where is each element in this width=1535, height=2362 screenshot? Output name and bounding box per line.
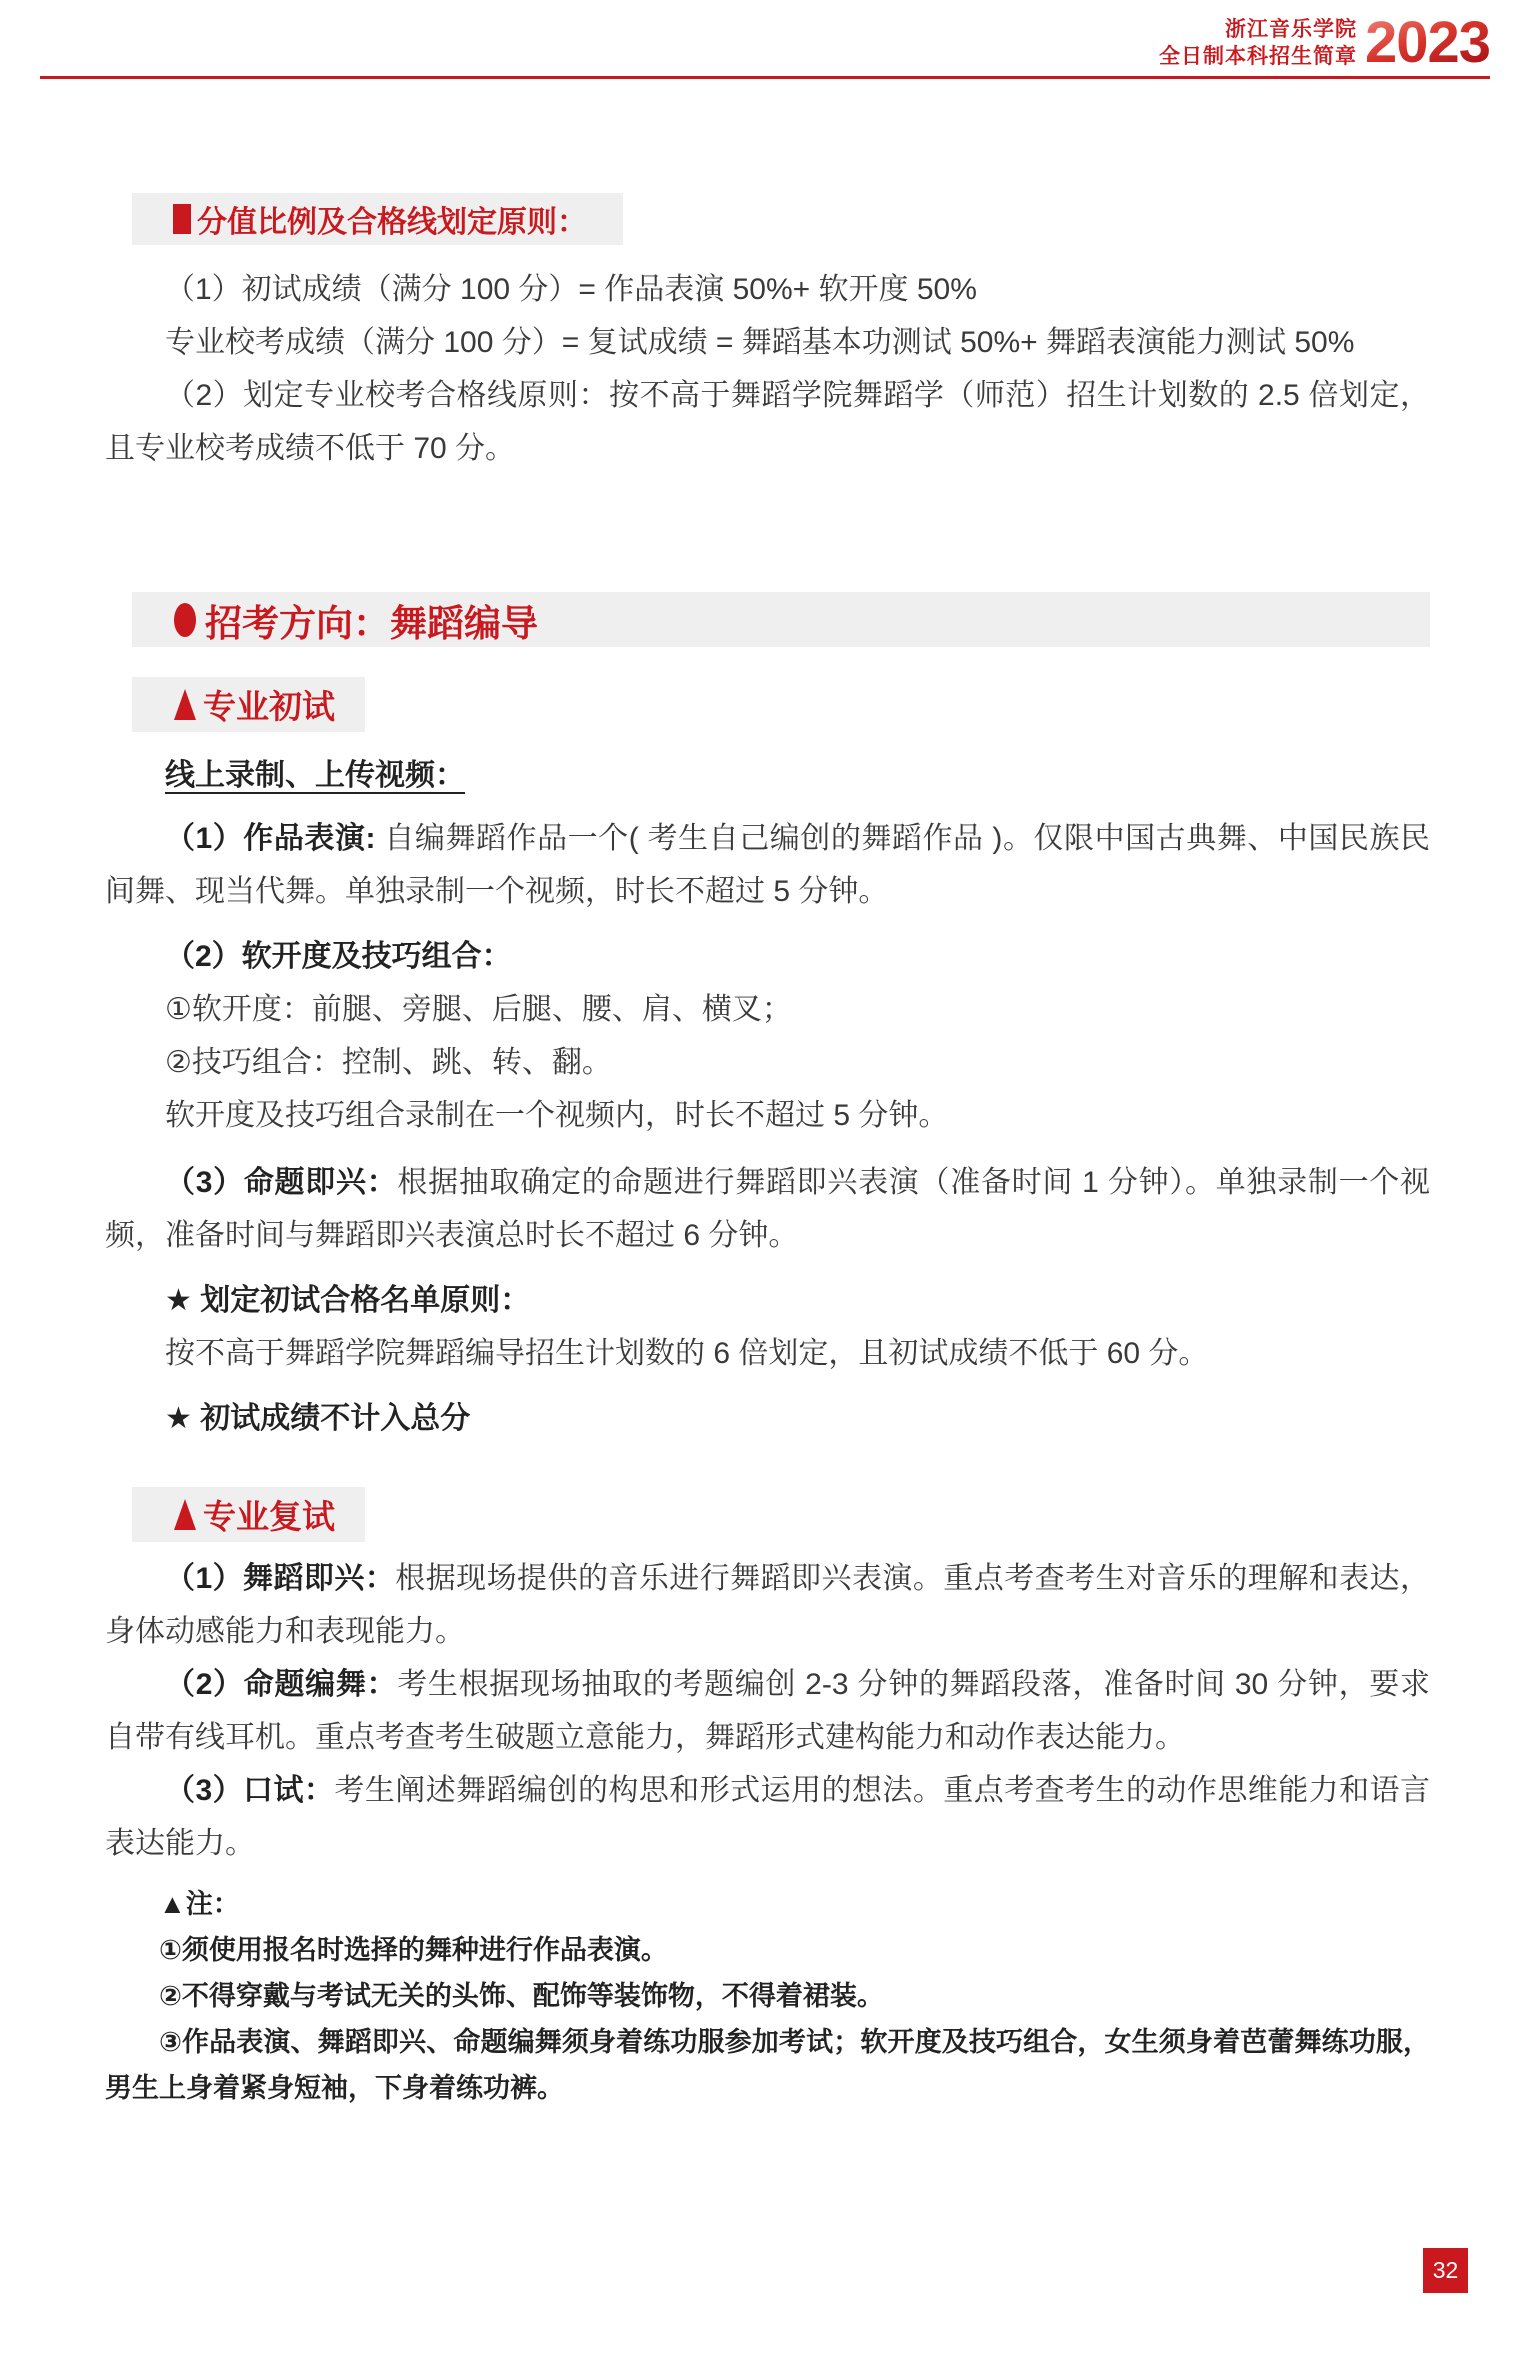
year-label: 2023 (1364, 10, 1490, 75)
triangle-bullet-icon (174, 689, 196, 720)
retest-body (105, 1552, 1430, 1870)
note-item: ③作品表演、舞蹈即兴、命题编舞须身着练功服参加考试；软开度及技巧组合，女生须身着芭蕾舞练功服，男生上身着紧身短袖，下身着练功裤。 (105, 2027, 1430, 2103)
item-text: 根据现场提供的音乐进行舞蹈即兴表演。重点考查考生对音乐的理解和表达，身体动感能力和表现能力。 (105, 1562, 1431, 1648)
retest-item-2 (105, 1658, 1430, 1764)
item-label: （2）命题编舞： (165, 1668, 398, 1701)
preliminary-item-1 (105, 812, 1430, 918)
brochure-title: 全日制本科招生简章 (1158, 45, 1357, 68)
note-item: ①须使用报名时选择的舞种进行作品表演。 (159, 1935, 668, 1965)
preliminary-item-2-sub2: ②技巧组合：控制、跳、转、翻。 (165, 1046, 612, 1079)
preliminary-item-2-label: （2）软开度及技巧组合： (165, 940, 512, 973)
preliminary-body (105, 749, 1430, 1445)
pass-list-rule-text: 按不高于舞蹈学院舞蹈编导招生计划数的 6 倍划定，且初试成绩不低于 60 分。 (165, 1337, 1209, 1370)
item-text: 考生根据现场抽取的考题编创 2-3 分钟的舞蹈段落，准备时间 30 分钟，要求自带有线耳机。重点考查考生破题立意能力，舞蹈形式建构能力和动作表达能力。 (105, 1668, 1430, 1754)
section-header-preliminary (132, 677, 365, 732)
score-not-counted-note: ★ 初试成绩不计入总分 (165, 1402, 471, 1435)
square-bullet-icon (173, 204, 191, 234)
circle-bullet-icon (174, 603, 196, 637)
notes-block (105, 1881, 1430, 2111)
section-header-retest (132, 1487, 365, 1542)
triangle-bullet-icon (174, 1499, 196, 1530)
page-header (40, 0, 1490, 79)
direction-title: 招考方向：舞蹈编导 (205, 602, 538, 644)
preliminary-title: 专业初试 (203, 688, 335, 725)
item-label: （3）口试： (165, 1774, 335, 1807)
section-header-score-ratio (132, 193, 623, 245)
section-title: 分值比例及合格线划定原则： (197, 206, 587, 239)
header-school-block (1159, 16, 1357, 70)
item-text: 自编舞蹈作品一个( 考生自己编创的舞蹈作品 )。仅限中国古典舞、中国民族民间舞、现当代舞。单独录制一个视频，时长不超过 5 分钟。 (105, 822, 1430, 908)
school-name: 浙江音乐学院 (1224, 18, 1357, 41)
preliminary-item-2-sub3: 软开度及技巧组合录制在一个视频内，时长不超过 5 分钟。 (165, 1099, 949, 1132)
online-record-note: 线上录制、上传视频： (165, 759, 465, 792)
page-content (105, 193, 1430, 2111)
score-paragraph: （1）初试成绩（满分 100 分）= 作品表演 50%+ 软开度 50% (165, 273, 977, 306)
item-text: 根据抽取确定的命题进行舞蹈即兴表演（准备时间 1 分钟）。单独录制一个视频，准备时间与舞蹈即兴表演总时长不超过 6 分钟。 (105, 1166, 1430, 1252)
note-item: ②不得穿戴与考试无关的头饰、配饰等装饰物，不得着裙装。 (159, 1981, 884, 2011)
score-paragraph: 专业校考成绩（满分 100 分）= 复试成绩 = 舞蹈基本功测试 50%+ 舞蹈表演能力测试 50% (165, 326, 1355, 359)
retest-title: 专业复试 (203, 1498, 335, 1535)
section-header-direction (132, 592, 1430, 647)
retest-item-3 (105, 1764, 1430, 1870)
preliminary-item-3 (105, 1156, 1430, 1262)
item-label: （3）命题即兴： (165, 1166, 398, 1199)
page-number-badge: 32 (1423, 2248, 1468, 2293)
item-label: （1）舞蹈即兴： (165, 1562, 396, 1595)
item-text: 考生阐述舞蹈编创的构思和形式运用的想法。重点考查考生的动作思维能力和语言表达能力。 (105, 1774, 1431, 1860)
score-paragraph: （2）划定专业校考合格线原则：按不高于舞蹈学院舞蹈学（师范）招生计划数的 2.5 倍划定，且专业校考成绩不低于 70 分。 (105, 379, 1430, 465)
retest-item-1 (105, 1552, 1430, 1658)
preliminary-item-2-sub1: ①软开度：前腿、旁腿、后腿、腰、肩、横叉； (165, 993, 792, 1026)
notes-title: ▲注： (159, 1889, 240, 1919)
item-label: （1）作品表演: (165, 822, 376, 855)
score-ratio-body (105, 263, 1430, 475)
pass-list-rule-title: ★ 划定初试合格名单原则： (165, 1284, 531, 1317)
